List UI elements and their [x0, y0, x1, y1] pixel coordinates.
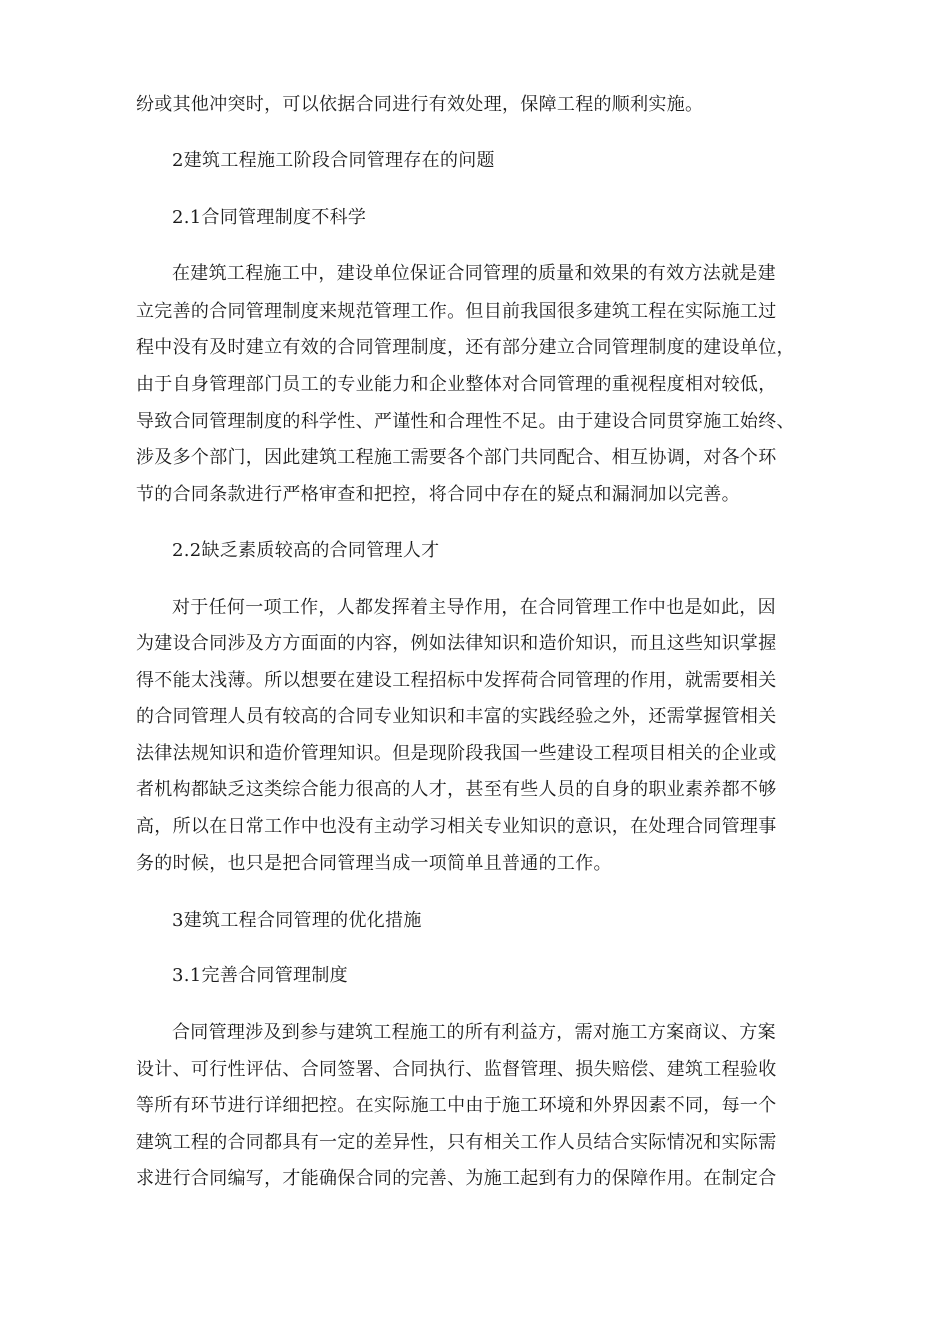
- subsection-heading: 2.1合同管理制度不科学: [172, 207, 367, 228]
- paragraph-line: 涉及多个部门，因此建筑工程施工需要各个部门共同配合、相互协调，对各个环: [136, 447, 777, 468]
- paragraph-line: 在建筑工程施工中，建设单位保证合同管理的质量和效果的有效方法就是建: [172, 263, 776, 284]
- paragraph-line: 法律法规知识和造价管理知识。但是现阶段我国一些建设工程项目相关的企业或: [136, 743, 777, 764]
- section-heading: 3建筑工程合同管理的优化措施: [172, 910, 422, 931]
- paragraph-line: 务的时候，也只是把合同管理当成一项简单且普通的工作。: [136, 853, 612, 874]
- paragraph-line: 程中没有及时建立有效的合同管理制度，还有部分建立合同管理制度的建设单位，: [136, 337, 795, 358]
- paragraph-line: 高，所以在日常工作中也没有主动学习相关专业知识的意识，在处理合同管理事: [136, 816, 777, 837]
- paragraph-line: 立完善的合同管理制度来规范管理工作。但目前我国很多建筑工程在实际施工过: [136, 301, 777, 322]
- paragraph-line: 者机构都缺乏这类综合能力很高的人才，甚至有些人员的自身的职业素养都不够: [136, 779, 777, 800]
- paragraph-line: 设计、可行性评估、合同签署、合同执行、监督管理、损失赔偿、建筑工程验收: [136, 1059, 777, 1080]
- paragraph-line: 为建设合同涉及方方面面的内容，例如法律知识和造价知识，而且这些知识掌握: [136, 633, 777, 654]
- paragraph-line: 对于任何一项工作，人都发挥着主导作用，在合同管理工作中也是如此，因: [172, 597, 776, 618]
- paragraph-line: 建筑工程的合同都具有一定的差异性，只有相关工作人员结合实际情况和实际需: [136, 1132, 777, 1153]
- paragraph-line: 的合同管理人员有较高的合同专业知识和丰富的实践经验之外，还需掌握管相关: [136, 706, 777, 727]
- paragraph-line: 由于自身管理部门员工的专业能力和企业整体对合同管理的重视程度相对较低，: [136, 374, 777, 395]
- subsection-heading: 2.2缺乏素质较高的合同管理人才: [172, 540, 440, 561]
- paragraph-line: 求进行合同编写，才能确保合同的完善、为施工起到有力的保障作用。在制定合: [136, 1168, 777, 1189]
- subsection-heading: 3.1完善合同管理制度: [172, 965, 348, 986]
- paragraph-line: 导致合同管理制度的科学性、严谨性和合理性不足。由于建设合同贯穿施工始终、: [136, 411, 795, 432]
- paragraph-line: 合同管理涉及到参与建筑工程施工的所有利益方，需对施工方案商议、方案: [172, 1022, 776, 1043]
- paragraph-line: 等所有环节进行详细把控。在实际施工中由于施工环境和外界因素不同，每一个: [136, 1095, 777, 1116]
- section-heading: 2建筑工程施工阶段合同管理存在的问题: [172, 150, 495, 171]
- paragraph-line: 纷或其他冲突时，可以依据合同进行有效处理，保障工程的顺利实施。: [136, 94, 704, 115]
- paragraph-line: 节的合同条款进行严格审查和把控，将合同中存在的疑点和漏洞加以完善。: [136, 484, 740, 505]
- paragraph-line: 得不能太浅薄。所以想要在建设工程招标中发挥荷合同管理的作用，就需要相关: [136, 670, 777, 691]
